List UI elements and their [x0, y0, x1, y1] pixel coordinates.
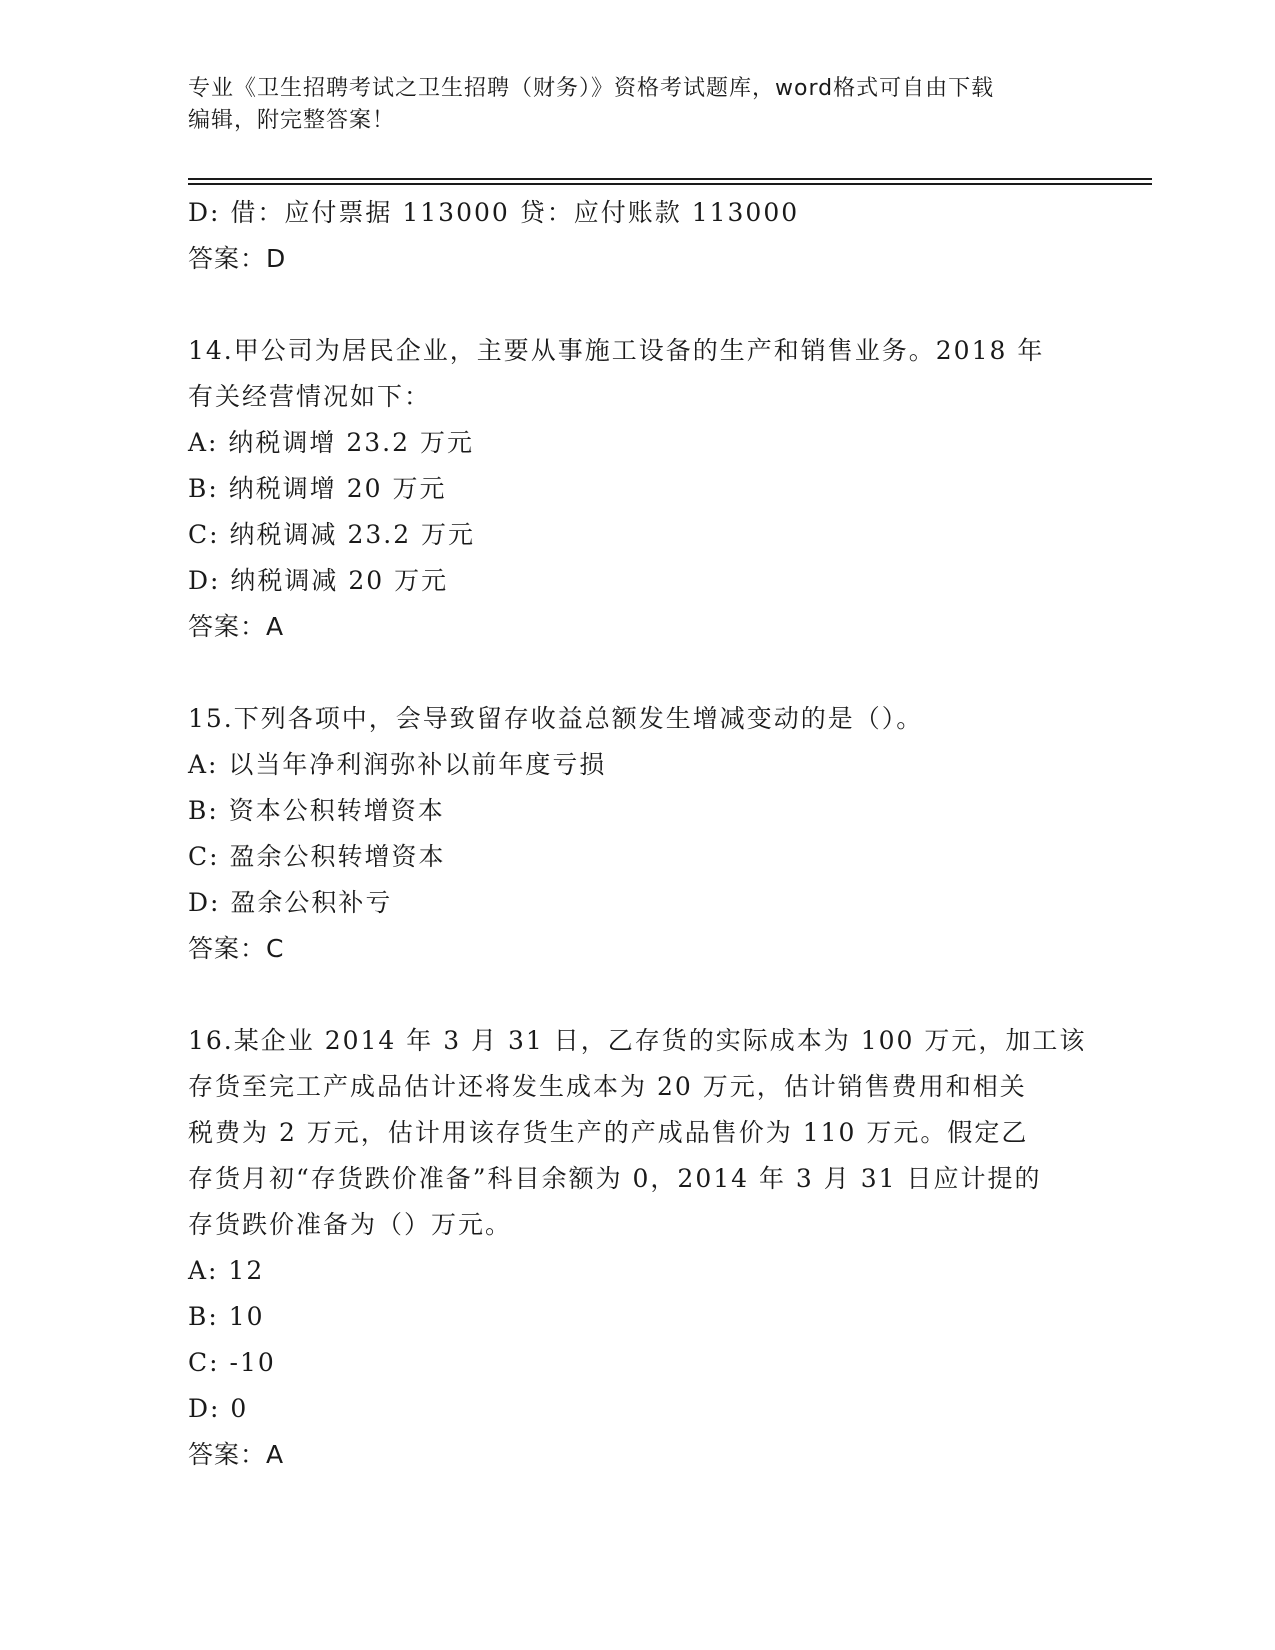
question-stem: 存货月初“存货跌价准备”科目余额为 0，2014 年 3 月 31 日应计提的: [188, 1164, 1042, 1193]
question-15: [188, 696, 1088, 972]
answer-line: 答案：A: [188, 1440, 285, 1469]
option-b: B: 纳税调增 20 万元: [188, 474, 447, 503]
option-a: A: 12: [188, 1256, 265, 1285]
header-line-2: 编辑，附完整答案！: [188, 108, 396, 133]
question-16: [188, 1018, 1088, 1478]
question-stem: 14.甲公司为居民企业，主要从事施工设备的生产和销售业务。2018 年: [188, 336, 1045, 365]
spacer: [188, 972, 1088, 1018]
option-c: C: 盈余公积转增资本: [188, 842, 446, 871]
question-14: [188, 328, 1088, 650]
spacer: [188, 282, 1088, 328]
answer-line: 答案：A: [188, 612, 285, 641]
answer-line: 答案：D: [188, 244, 287, 273]
question-stem: 有关经营情况如下：: [188, 382, 432, 411]
question-stem: 15.下列各项中，会导致留存收益总额发生增减变动的是（）。: [188, 704, 924, 733]
option-d: D: 借：应付票据 113000 贷：应付账款 113000: [188, 198, 800, 227]
question-stem: 存货至完工产成品估计还将发生成本为 20 万元，估计销售费用和相关: [188, 1072, 1027, 1101]
header-rule-top: [188, 178, 1152, 180]
option-d: D: 盈余公积补亏: [188, 888, 393, 917]
question-stem: 税费为 2 万元，估计用该存货生产的产成品售价为 110 万元。假定乙: [188, 1118, 1029, 1147]
option-c: C: -10: [188, 1348, 276, 1377]
option-b: B: 10: [188, 1302, 265, 1331]
question-stem: 存货跌价准备为（）万元。: [188, 1210, 513, 1239]
option-b: B: 资本公积转增资本: [188, 796, 445, 825]
answer-line: 答案：C: [188, 934, 285, 963]
option-d: D: 纳税调减 20 万元: [188, 566, 449, 595]
spacer: [188, 650, 1088, 696]
header-line-1: 专业《卫生招聘考试之卫生招聘（财务）》资格考试题库，word格式可自由下载: [188, 76, 995, 101]
question-stem: 16.某企业 2014 年 3 月 31 日，乙存货的实际成本为 100 万元，加工该: [188, 1026, 1087, 1055]
option-d: D: 0: [188, 1394, 249, 1423]
option-a: A: 纳税调增 23.2 万元: [188, 428, 474, 457]
option-c: C: 纳税调减 23.2 万元: [188, 520, 476, 549]
header-rule-bottom: [188, 183, 1152, 185]
option-a: A: 以当年净利润弥补以前年度亏损: [188, 750, 607, 779]
question-13-tail: [188, 190, 1088, 282]
document-body: [188, 190, 1088, 1478]
document-header: [188, 73, 1068, 137]
